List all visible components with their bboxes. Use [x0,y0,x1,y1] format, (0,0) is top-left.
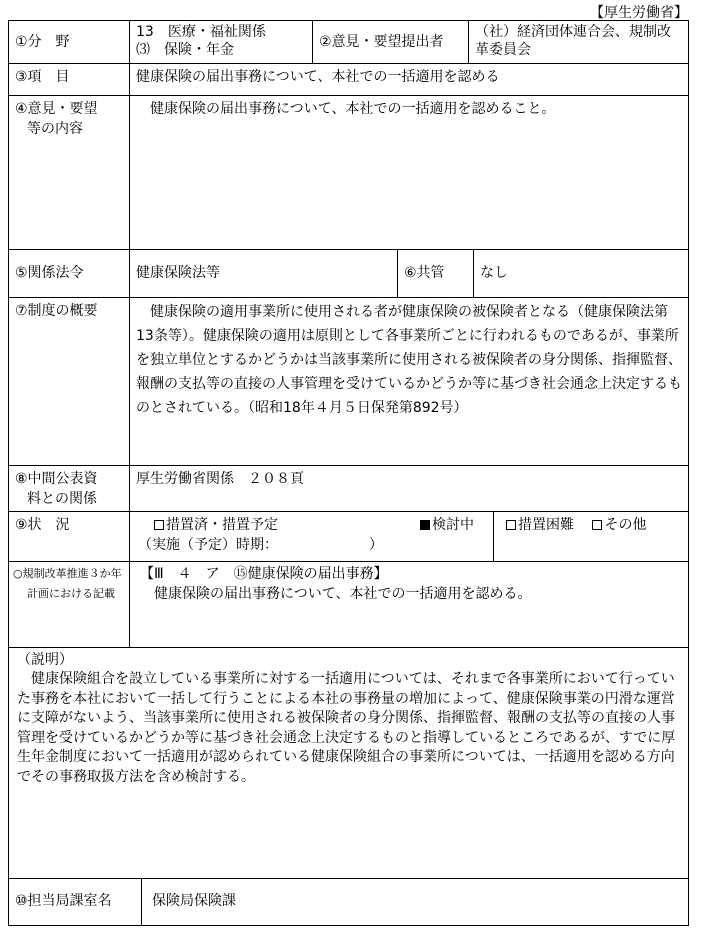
interim-label-line2: 料との関係 [27,491,97,507]
plan-reference: 【Ⅲ ４ ア ⑮健康保険の届出事務】 [140,566,388,582]
office-label: ⑩担当局課室名 [9,879,142,925]
row-law [9,250,688,298]
item-label: ③項 目 [9,64,130,95]
plan-value: 健康保険の届出事務について、本社での一括適用を認める。 [154,586,532,602]
explanation-heading: （説明） [17,652,73,668]
row-field [9,21,688,64]
office-value: 保険局保険課 [152,893,236,909]
status-option-reviewing-label: 検討中 [432,517,474,533]
row-office [9,879,688,925]
status-option-other [592,517,646,533]
status-label: ⑨状 況 [9,512,130,561]
field-value [130,21,313,63]
field-value-line2: ⑶ 保険・年金 [136,42,234,58]
jurisdiction-label: ⑥共管 [398,250,474,297]
form-table [8,20,689,926]
interim-label-line1: ⑧中間公表資 [15,471,98,487]
checkbox-empty-icon [592,520,602,530]
plan-label [9,562,130,647]
plan-label-line1: ○規制改革推進３か年 [13,567,122,580]
status-option-other-label: その他 [604,517,647,533]
explanation-body: 健康保険組合を設立している事業所に対する一括適用については、それまで各事業所において行っていた事務を本社において一括して行うことによる本社の事務量の増加によって、健康保険事業の円滑な運営に支障がないよう、当該事業所に使用される被保険者の身分関係、指揮監督、報酬の支払等の直接の人事管理を受けているかどうか等に基づき社会通念上決定するものと指導しているところであるが、すでに厚生年金制度において一括適用が認められている健康保険組合の事業所については、一括適用を認める方向でその事務取扱方法を含め検討する。 [17,671,676,785]
checkbox-empty-icon [154,520,164,530]
interim-value: 厚生労働省関係 ２０８頁 [136,471,304,487]
status-main [130,512,494,561]
request-label-line2: 等の内容 [27,121,83,137]
row-explanation [9,648,688,879]
request-label [9,96,130,249]
proposer-label: ②意見・要望提出者 [313,21,469,63]
row-plan [9,562,688,648]
checkbox-filled-icon [420,520,430,530]
system-value: 健康保険の適用事業所に使用される者が健康保険の被保険者となる（健康保険法第13条等）。健康保険の適用は原則として各事業所ごとに行われるものであるが、事業所を独立単位とするかどうかは当該事業所に使用される被保険者の身分関係、指揮監督、報酬の支払等の直接の人事管理を受けているかどうか等に基づき社会通念上決定するものとされている。（昭和18年４月５日保発第892号） [136,304,682,416]
row-status [9,512,688,562]
row-interim [9,466,688,512]
field-label: ①分 野 [9,21,130,63]
explanation [9,648,688,878]
row-request [9,96,688,250]
system-label: ⑦制度の概要 [9,298,130,465]
status-option-reviewing [420,515,474,535]
plan-content [130,562,688,647]
request-label-line1: ④意見・要望 [15,101,98,117]
interim-label [9,466,130,511]
row-system [9,298,688,466]
status-option-difficult [506,517,578,533]
law-label: ⑤関係法令 [9,250,130,297]
status-schedule: （実施（予定）時期： ） [138,537,383,553]
status-option-implemented [154,515,278,535]
row-item [9,64,688,96]
plan-label-line2: 計画における記載 [27,587,115,600]
status-side [494,512,688,561]
item-value: 健康保険の届出事務について、本社での一括適用を認める [136,69,500,85]
jurisdiction-value: なし [480,265,508,281]
checkbox-empty-icon [506,520,516,530]
request-value: 健康保険の届出事務について、本社での一括適用を認めること。 [150,101,556,117]
status-option-implemented-label: 措置済・措置予定 [166,517,278,533]
ministry-name: 【厚生労働省】 [590,5,688,21]
proposer-value: （社）経済団体連合会、規制改革委員会 [475,24,671,58]
law-value: 健康保険法等 [130,250,398,297]
field-value-line1: 13 医療・福祉関係 [136,24,266,40]
status-option-difficult-label: 措置困難 [518,517,574,533]
